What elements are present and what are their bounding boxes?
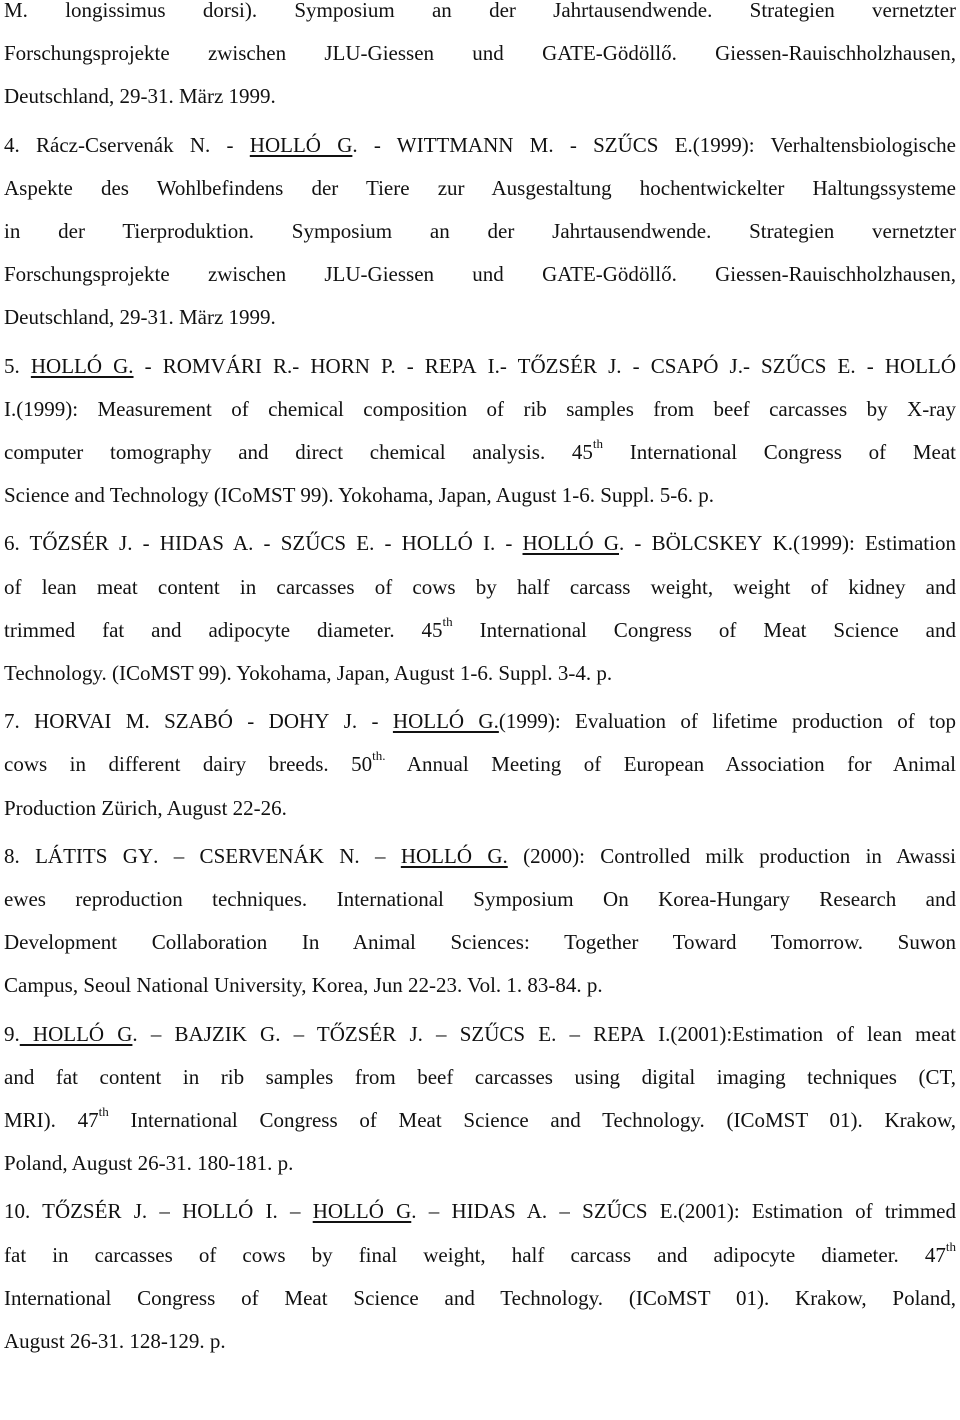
author-name-smallcaps: ÖLCSKEY [665, 531, 763, 556]
reference-list [4, 0, 956, 1368]
reference-text: Aspekte des Wohlbefindens der Tiere zur Ausgestaltung hochentwickelter Haltungssysteme [4, 175, 956, 200]
author-name-smallcaps: ZŰCS [593, 1199, 648, 1224]
reference-text: J. - C [596, 353, 665, 378]
reference-text: R.- H [261, 353, 326, 378]
reference-line [4, 835, 956, 878]
reference-line [4, 0, 956, 32]
reference-text: . – B [132, 1021, 189, 1046]
author-name-smallcaps: Y [137, 843, 154, 868]
reference-line [4, 1190, 956, 1233]
reference-line [4, 431, 956, 474]
reference-text: E.(2001): Estimation of trimmed [647, 1199, 956, 1224]
reference-text: I.(1999): Measurement of chemical composition of rib samples from beef carcasses by X-ray [4, 396, 956, 421]
reference-line [4, 474, 956, 517]
reference-text: 6. T [4, 531, 43, 556]
reference-line [4, 964, 956, 1007]
reference-text: . – C [153, 843, 214, 868]
reference-entry [4, 700, 956, 830]
reference-text: I. - [472, 531, 523, 556]
reference-text: computer tomography and direct chemical analysis. 45 [4, 440, 593, 465]
reference-text: G. – T [246, 1021, 330, 1046]
reference-text: J. – H [121, 1199, 198, 1224]
reference-line [4, 1320, 956, 1363]
reference-text: J. - H [108, 531, 175, 556]
reference-text: Deutschland, 29-31. März 1999. [4, 84, 276, 109]
author-name-smallcaps: ITTMANN [416, 132, 514, 157]
reference-entry [4, 522, 956, 695]
reference-text: G [107, 843, 138, 868]
reference-text: E. - H [826, 353, 900, 378]
reference-line [4, 921, 956, 964]
reference-line [4, 878, 956, 921]
reference-text: . – H [411, 1199, 467, 1224]
reference-entry [4, 0, 956, 119]
reference-text: cows in different dairy breeds. 50 [4, 752, 373, 777]
author-name-smallcaps: ZŰCS [604, 132, 659, 157]
reference-line [4, 296, 956, 339]
reference-text: M. - S [513, 132, 605, 157]
reference-line [4, 1142, 956, 1185]
author-name-smallcaps: EPA [438, 353, 477, 378]
reference-line [4, 566, 956, 609]
ordinal-superscript: th [442, 613, 453, 629]
reference-text: Production Zürich, August 22-26. [4, 795, 287, 820]
author-name-smallcaps: OHY [283, 709, 330, 734]
reference-text: J.- S [718, 353, 773, 378]
reference-line [4, 75, 956, 118]
author-name-smallcaps: EPA [607, 1021, 645, 1046]
reference-entry [4, 124, 956, 340]
reference-entry [4, 835, 956, 1008]
reference-text: International Congress of Meat Science and [452, 617, 956, 642]
author-name-smallcaps: ŐZSÉR [54, 1199, 122, 1224]
reference-text: 4. Rácz-Cservenák N. - [4, 132, 250, 157]
author-name-smallcaps: ZŰCS [471, 1021, 526, 1046]
reference-line [4, 1056, 956, 1099]
reference-text: 7. H [4, 709, 50, 734]
reference-line [4, 522, 956, 565]
reference-text: (2000): Controlled milk production in Awassi [507, 843, 957, 868]
reference-text: Annual Meeting of European Association for Animal [385, 752, 957, 777]
highlighted-author: HOLLÓ G. [400, 843, 508, 868]
reference-text: 10. T [4, 1199, 55, 1224]
reference-entry [4, 345, 956, 518]
author-name-smallcaps: OMVÁRI [176, 353, 262, 378]
author-name-smallcaps: ŐZSÉR [329, 1021, 397, 1046]
reference-text: International Congress of Meat Science and Technology. (ICoMST 01). Krakow, [108, 1108, 957, 1133]
reference-text: International Congress of Meat Science and Technology. (ICoMST 01). Krakow, Poland, [4, 1285, 956, 1310]
reference-text: 9. [4, 1021, 20, 1046]
ordinal-superscript: th [592, 435, 604, 451]
reference-text: of lean meat content in carcasses of cows by half carcass weight, weight of kidney and [4, 574, 956, 599]
reference-text: August 26-31. 128-129. p. [4, 1329, 226, 1354]
author-name-smallcaps: AJZIK [188, 1021, 247, 1046]
reference-text: Development Collaboration In Animal Sciences: Together Toward Tomorrow. Suwon [4, 930, 956, 955]
reference-line [4, 32, 956, 75]
reference-text: J. - [329, 709, 393, 734]
author-name-smallcaps: OLLÓ [416, 531, 473, 556]
highlighted-author: HOLLÓ G [522, 531, 619, 556]
reference-text: fat in carcasses of cows by final weight, half carcass and adipocyte diameter. 47 [4, 1242, 946, 1267]
author-name-smallcaps: ÁTITS [47, 843, 108, 868]
reference-line [4, 388, 956, 431]
reference-text: M. S [111, 709, 176, 734]
highlighted-author: HOLLÓ G. [392, 709, 499, 734]
reference-line [4, 124, 956, 167]
reference-text: Poland, August 26-31. 180-181. p. [4, 1151, 294, 1176]
reference-text: Forschungsprojekte zwischen JLU-Giessen und GATE-Gödöllő. Giessen-Rauischholzhausen, [4, 262, 956, 287]
reference-line [4, 652, 956, 695]
reference-line [4, 787, 956, 830]
reference-text: E.(1999): Verhaltensbiologische [658, 132, 956, 157]
reference-text: 8. L [4, 843, 48, 868]
reference-line [4, 1013, 956, 1056]
reference-text: I.- T [476, 353, 531, 378]
author-name-smallcaps: ZŰCS [292, 531, 347, 556]
reference-text: E. - H [346, 531, 417, 556]
author-name-smallcaps: SERVENÁK [213, 843, 324, 868]
reference-text: (1999): Evaluation of lifetime production of top [498, 709, 957, 734]
reference-text: in der Tierproduktion. Symposium an der Jahrtausendwende. Strategien vernetzter [4, 219, 956, 244]
highlighted-author: HOLLÓ G [19, 1021, 133, 1046]
reference-line [4, 743, 956, 786]
author-name-smallcaps: ORVAI [49, 709, 112, 734]
reference-text: . - B [619, 531, 666, 556]
reference-line [4, 609, 956, 652]
author-name-smallcaps: ZŰCS [772, 353, 827, 378]
reference-line [4, 1277, 956, 1320]
reference-line [4, 167, 956, 210]
highlighted-author: HOLLÓ G [312, 1199, 412, 1224]
reference-text: ewes reproduction techniques. International Symposium On Korea-Hungary Research and [4, 887, 956, 912]
reference-line [4, 700, 956, 743]
author-name-smallcaps: IDAS [174, 531, 224, 556]
highlighted-author: HOLLÓ G [249, 132, 353, 157]
ordinal-superscript: th. [372, 748, 386, 764]
author-name-smallcaps: ZABÓ [175, 709, 233, 734]
reference-text: I.(2001):Estimation of lean meat [644, 1021, 956, 1046]
reference-text: Science and Technology (ICoMST 99). Yokohama, Japan, August 1-6. Suppl. 5-6. p. [4, 483, 714, 508]
reference-entry [4, 1190, 956, 1363]
ordinal-superscript: th [98, 1104, 109, 1120]
reference-text: Forschungsprojekte zwischen JLU-Giessen und GATE-Gödöllő. Giessen-Rauischholzhausen, [4, 41, 956, 66]
reference-text: Campus, Seoul National University, Korea, Jun 22-23. Vol. 1. 83-84. p. [4, 973, 603, 998]
reference-line [4, 1234, 956, 1277]
reference-text: A. - S [223, 531, 293, 556]
reference-text: P. - R [369, 353, 439, 378]
reference-text: J. – S [396, 1021, 472, 1046]
reference-text: - R [133, 353, 177, 378]
reference-line [4, 253, 956, 296]
reference-text: A. – S [515, 1199, 594, 1224]
reference-text: Technology. (ICoMST 99). Yokohama, Japan, August 1-6. Suppl. 3-4. p. [4, 661, 613, 686]
reference-line [4, 210, 956, 253]
reference-text: - D [232, 709, 284, 734]
reference-text: International Congress of Meat [603, 440, 956, 465]
ordinal-superscript: th [945, 1238, 956, 1254]
highlighted-author: HOLLÓ G. [30, 353, 134, 378]
reference-text: trimmed fat and adipocyte diameter. 45 [4, 617, 443, 642]
reference-entry [4, 1013, 956, 1186]
author-name-smallcaps: OLLÓ [197, 1199, 254, 1224]
reference-text: 5. [4, 353, 31, 378]
author-name-smallcaps: IDAS [466, 1199, 516, 1224]
reference-text: E. – R [525, 1021, 608, 1046]
reference-text: K.(1999): Estimation [762, 531, 956, 556]
author-name-smallcaps: ORN [325, 353, 370, 378]
reference-text: N. – [323, 843, 401, 868]
reference-line [4, 1099, 956, 1142]
author-name-smallcaps: OLLÓ [900, 353, 956, 378]
reference-text: and fat content in rib samples from beef carcasses using digital imaging techniques (CT, [4, 1064, 956, 1089]
reference-line [4, 345, 956, 388]
author-name-smallcaps: ŐZSÉR [530, 353, 597, 378]
author-name-smallcaps: SAPÓ [664, 353, 719, 378]
reference-text: . - W [352, 132, 417, 157]
reference-text: M. longissimus dorsi). Symposium an der Jahrtausendwende. Strategien vernetzter [4, 0, 956, 22]
reference-text: MRI). 47 [4, 1108, 99, 1133]
author-name-smallcaps: ŐZSÉR [42, 531, 109, 556]
reference-text: I. – [253, 1199, 313, 1224]
reference-text: Deutschland, 29-31. März 1999. [4, 305, 276, 330]
